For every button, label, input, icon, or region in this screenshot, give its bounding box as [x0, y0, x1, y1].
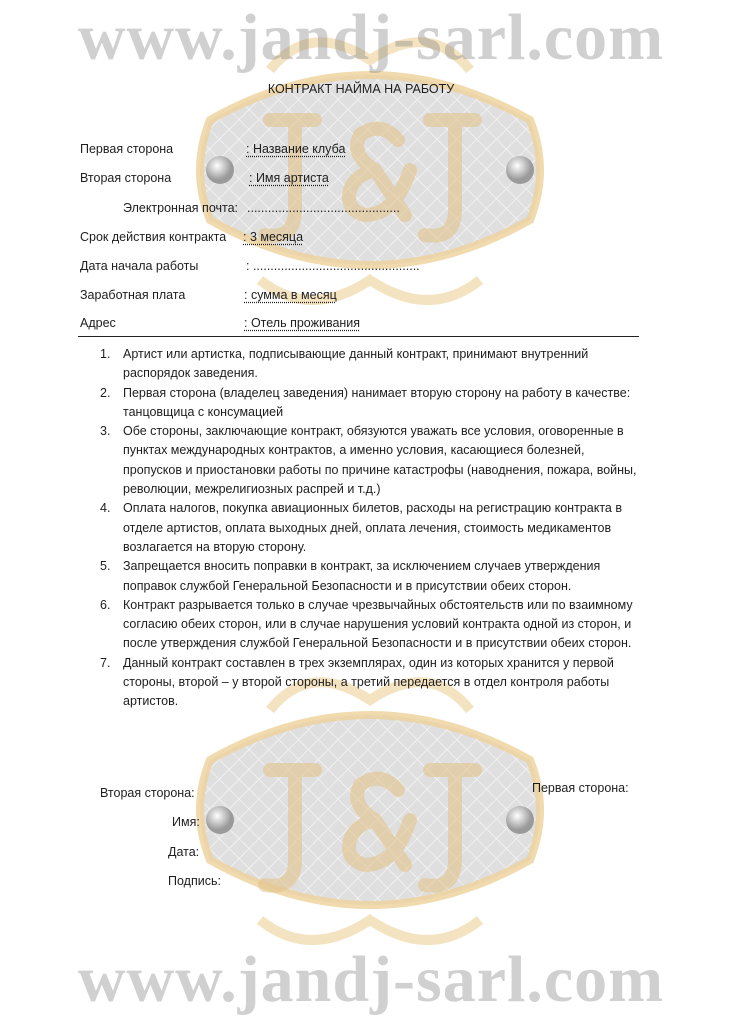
- field-label: Срок действия контракта: [80, 230, 227, 244]
- clause-item: [100, 384, 640, 423]
- clause-text: Обе стороны, заключающие контракт, обязуются уважать все условия, оговоренные в пунктах международных контрактов, а именно условия, касающиеся болезней, пропусков и приостановки работы по причине катастрофы (наводнения, пожара, войны, революции, межрелигиозных распрей и т.д.): [123, 424, 637, 497]
- document-title: КОНТРАКТ НАЙМА НА РАБОТУ: [267, 82, 455, 96]
- clause-text: Контракт разрывается только в случае чрезвычайных обстоятельств или по взаимному согласию обеих сторон, или в случае нарушения условий контракта одной из сторон, и после утверждения службой Генеральной Безопасности и в присутствии обеих сторон.: [123, 597, 633, 651]
- clause-number: 3.: [100, 424, 111, 439]
- field-value: : Имя артиста: [249, 171, 329, 185]
- clause-text: Запрещается вносить поправки в контракт, за исключением случаев утверждения поправок службой Генеральной Безопасности и в присутствии обеих сторон.: [123, 559, 601, 593]
- field-label: Заработная плата: [80, 288, 186, 302]
- date-label: Дата:: [168, 845, 200, 859]
- field-label: Адрес: [80, 316, 116, 330]
- signature-label: Подпись:: [168, 874, 221, 888]
- second-party-signature-label: Вторая сторона:: [100, 786, 195, 800]
- field-value: : сумма в месяц: [244, 288, 337, 302]
- clause-item: [100, 654, 640, 712]
- clauses-list: [100, 345, 640, 712]
- clause-text: Артист или артистка, подписывающие данный контракт, принимают внутренний распорядок заведения.: [123, 347, 589, 381]
- clause-number: 6.: [100, 597, 111, 612]
- clause-item: [100, 345, 640, 384]
- clause-item: [100, 557, 640, 596]
- clause-item: [100, 499, 640, 557]
- clause-number: 7.: [100, 655, 111, 670]
- name-label: Имя:: [172, 815, 200, 829]
- clause-number: 5.: [100, 559, 111, 574]
- clause-text: Первая сторона (владелец заведения) нанимает вторую сторону на работу в качестве: танцовщица с консумацией: [123, 385, 631, 419]
- clause-item: [100, 596, 640, 654]
- field-value: ............................................: [247, 201, 400, 215]
- field-label: Электронная почта:: [123, 201, 239, 215]
- field-label: Дата начала работы: [80, 259, 199, 273]
- clause-number: 1.: [100, 347, 111, 361]
- clause-number: 4.: [100, 501, 111, 516]
- watermark-url-top: www.jandj-sarl.com: [77, 1, 665, 74]
- field-value: : Название клуба: [246, 142, 346, 156]
- field-value: : ................................................: [246, 259, 420, 273]
- field-label: Первая сторона: [80, 142, 174, 156]
- clause-text: Оплата налогов, покупка авиационных билетов, расходы на регистрацию контракта в отделе артистов, оплата выходных дней, оплата лечения, стоимость медикаментов возлагается на вторую сторону.: [123, 501, 622, 554]
- field-value: : Отель проживания: [244, 316, 361, 330]
- watermark-url-bottom: www.jandj-sarl.com: [77, 943, 665, 1016]
- field-value: : 3 месяца: [243, 230, 304, 244]
- clause-text: Данный контракт составлен в трех экземплярах, один из которых хранится у первой стороны, второй – у второй стороны, а третий передается в отдел контроля работы артистов.: [123, 655, 614, 709]
- first-party-signature-label: Первая сторона:: [532, 781, 629, 795]
- clause-item: [100, 422, 640, 499]
- divider: [78, 336, 639, 337]
- field-label: Вторая сторона: [80, 171, 172, 185]
- clause-number: 2.: [100, 385, 111, 400]
